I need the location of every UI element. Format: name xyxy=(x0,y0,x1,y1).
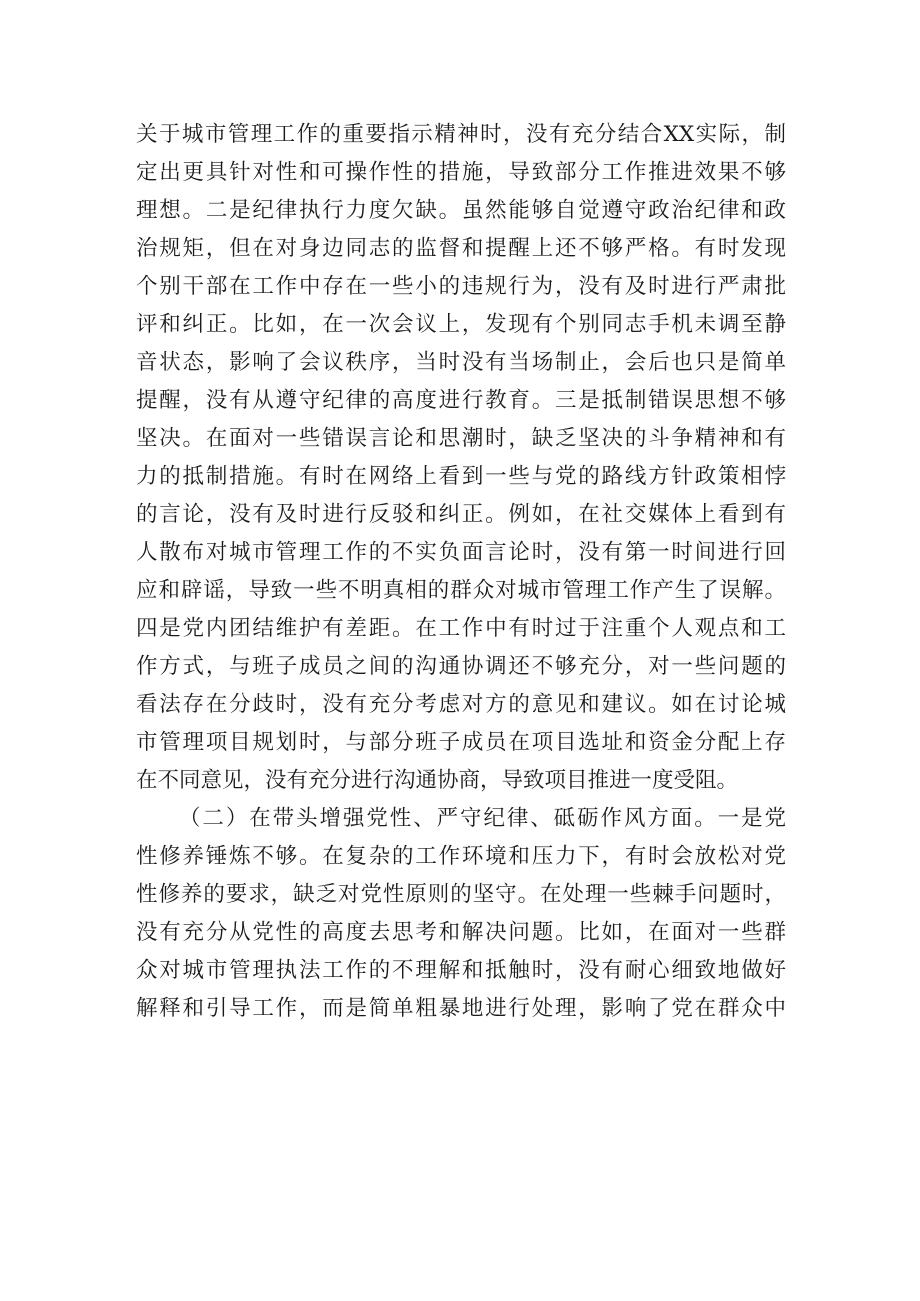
text-line: 众对城市管理执法工作的不理解和抵触时，没有耐心细致地做好 xyxy=(136,958,786,983)
section-heading-line: （二）在带头增强党性、严守纪律、砥砺作风方面。一是党 xyxy=(179,806,786,831)
text-line: 评和纠正。比如，在一次会议上，发现有个别同志手机未调至静 xyxy=(136,312,786,337)
body-text xyxy=(136,116,786,1028)
text-line: 解释和引导工作，而是简单粗暴地进行处理，影响了党在群众中 xyxy=(136,996,786,1021)
text-line: 关于城市管理工作的重要指示精神时，没有充分结合XX实际，制 xyxy=(136,122,786,147)
text-line: 的言论，没有及时进行反驳和纠正。例如，在社交媒体上看到有 xyxy=(136,502,786,527)
text-line: 坚决。在面对一些错误言论和思潮时，缺乏坚决的斗争精神和有 xyxy=(136,426,786,451)
text-line: 作方式，与班子成员之间的沟通协调还不够充分，对一些问题的 xyxy=(136,654,786,679)
text-line: 四是党内团结维护有差距。在工作中有时过于注重个人观点和工 xyxy=(136,616,786,641)
text-line: 个别干部在工作中存在一些小的违规行为，没有及时进行严肃批 xyxy=(136,274,786,299)
text-line: 定出更具针对性和可操作性的措施，导致部分工作推进效果不够 xyxy=(136,160,786,185)
paragraph-end-line: 在不同意见，没有充分进行沟通协商，导致项目推进一度受阻。 xyxy=(136,768,739,793)
text-line: 治规矩，但在对身边同志的监督和提醒上还不够严格。有时发现 xyxy=(136,236,786,261)
text-line: 市管理项目规划时，与部分班子成员在项目选址和资金分配上存 xyxy=(136,730,786,755)
text-line: 应和辟谣，导致一些不明真相的群众对城市管理工作产生了误解。 xyxy=(136,578,786,603)
text-line: 没有充分从党性的高度去思考和解决问题。比如，在面对一些群 xyxy=(136,920,786,945)
text-line: 看法存在分歧时，没有充分考虑对方的意见和建议。如在讨论城 xyxy=(136,692,786,717)
text-line: 人散布对城市管理工作的不实负面言论时，没有第一时间进行回 xyxy=(136,540,786,565)
text-line: 理想。二是纪律执行力度欠缺。虽然能够自觉遵守政治纪律和政 xyxy=(136,198,786,223)
text-line: 提醒，没有从遵守纪律的高度进行教育。三是抵制错误思想不够 xyxy=(136,388,786,413)
text-line: 音状态，影响了会议秩序，当时没有当场制止，会后也只是简单 xyxy=(136,350,786,375)
text-line: 性修养的要求，缺乏对党性原则的坚守。在处理一些棘手问题时， xyxy=(136,882,786,907)
text-line: 性修养锤炼不够。在复杂的工作环境和压力下，有时会放松对党 xyxy=(136,844,786,869)
text-line: 力的抵制措施。有时在网络上看到一些与党的路线方针政策相悖 xyxy=(136,464,786,489)
